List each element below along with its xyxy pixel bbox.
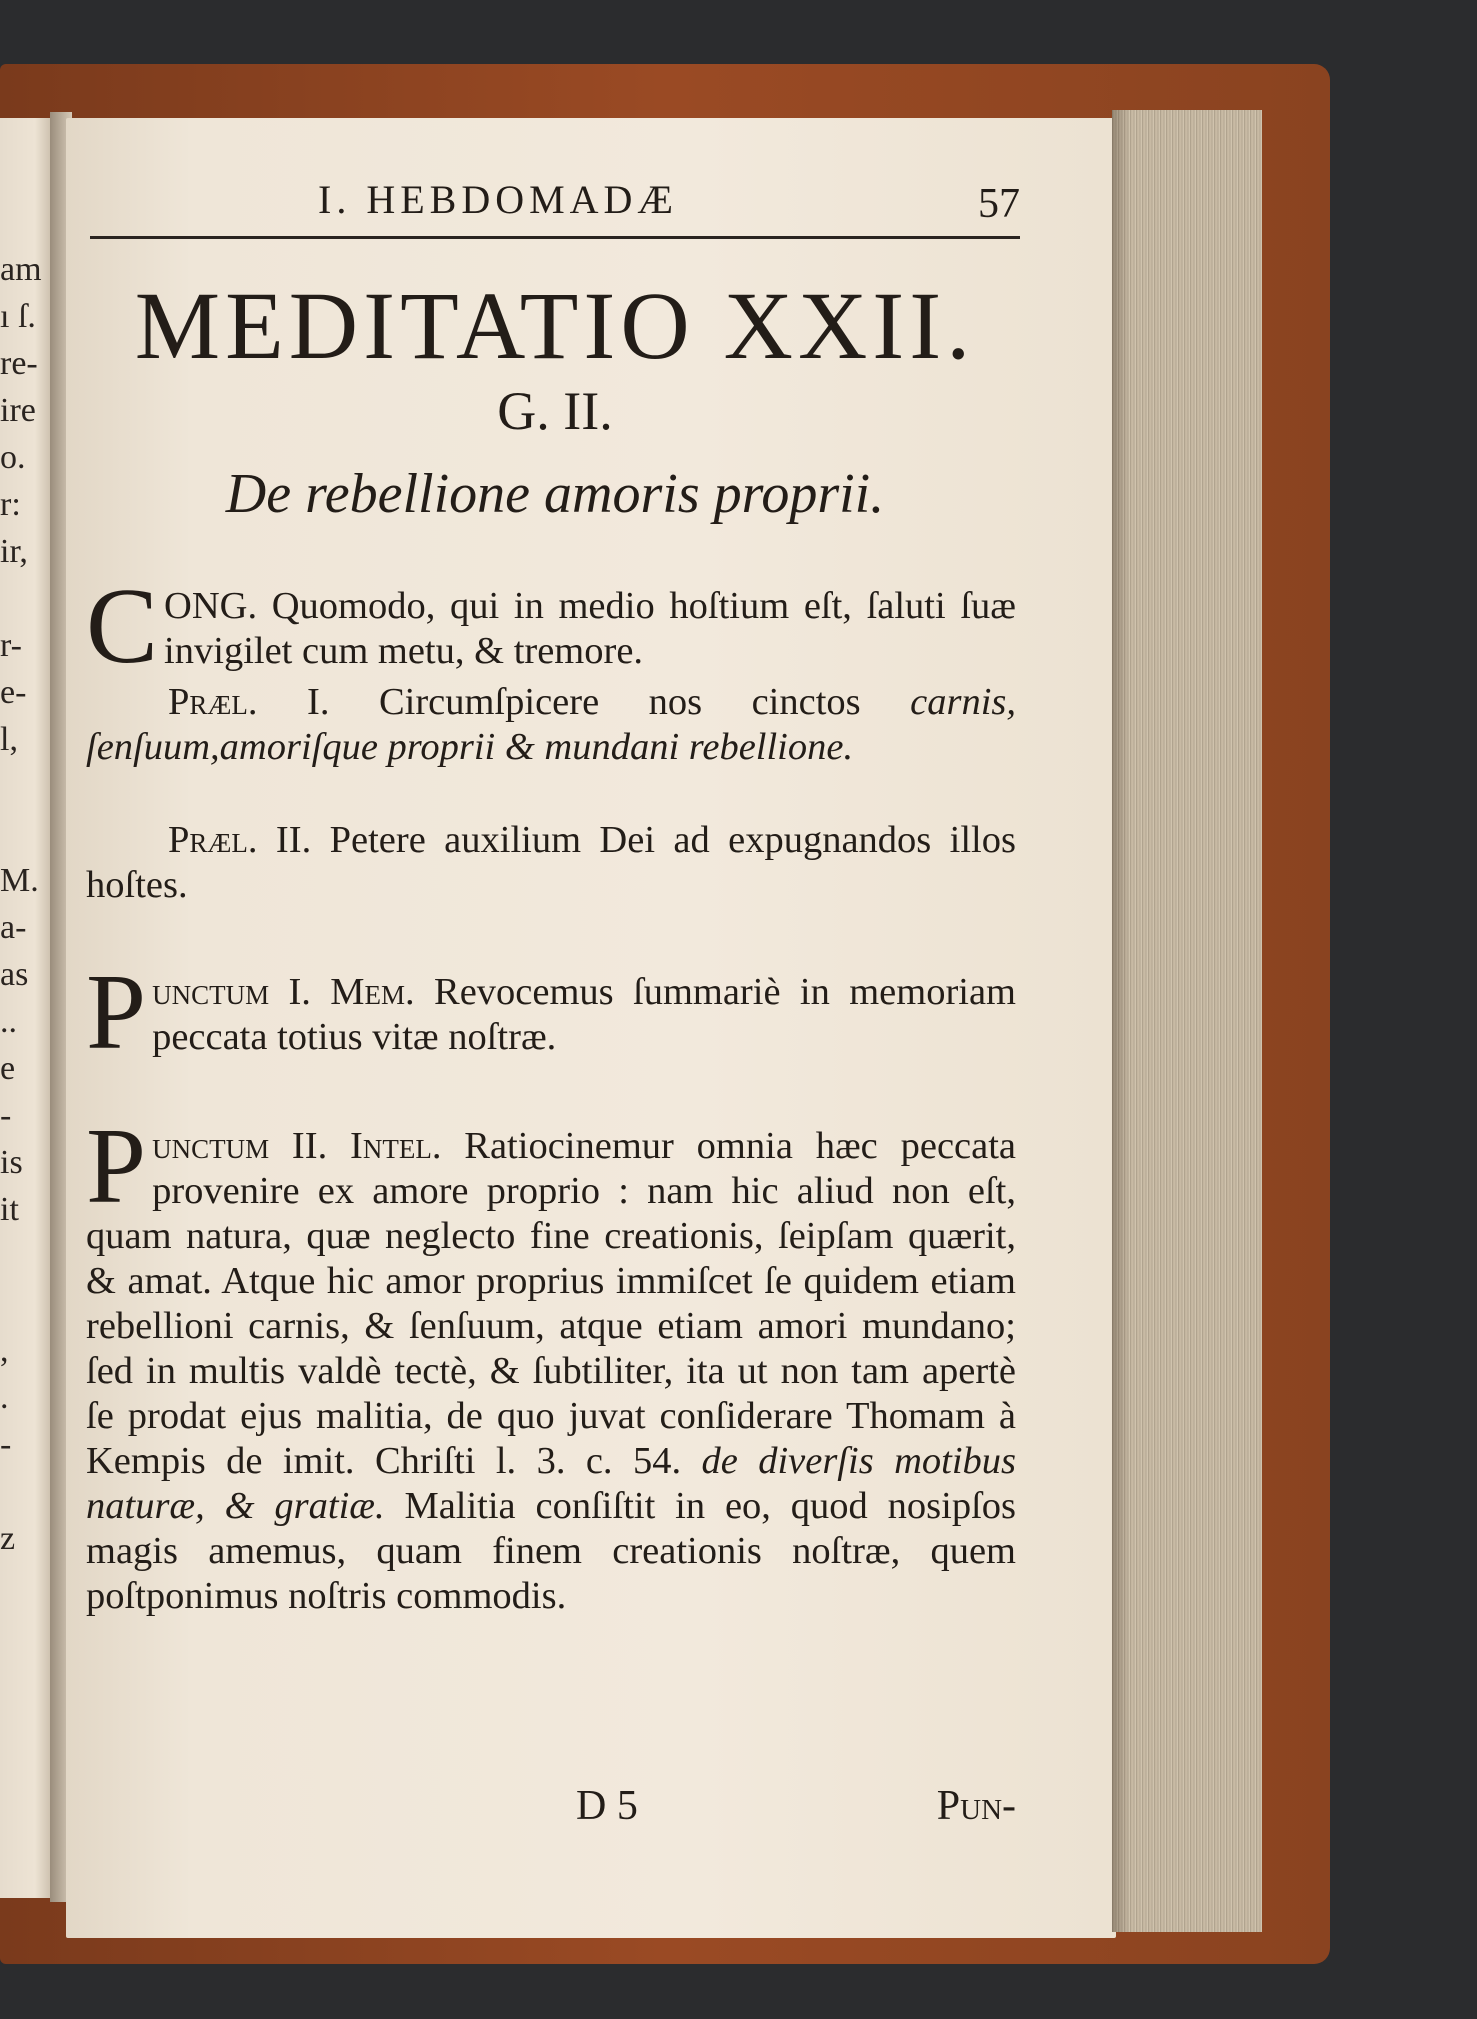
page-edges bbox=[1112, 110, 1262, 1932]
left-page-fragment: am bbox=[0, 251, 42, 288]
left-page-fragment bbox=[0, 763, 50, 810]
left-page-fragment: it bbox=[0, 1191, 19, 1228]
page-number: 57 bbox=[978, 181, 1020, 227]
left-page-fragment bbox=[0, 575, 50, 622]
left-page-fragment: ir, bbox=[0, 533, 28, 570]
catchword: Pun- bbox=[936, 1783, 1016, 1829]
left-page-fragment: as bbox=[0, 956, 29, 993]
punctum-1 bbox=[86, 953, 1017, 1072]
prael-1-text: Circumſpicere nos cinctos bbox=[378, 681, 911, 723]
left-page-fragment: M. bbox=[0, 862, 39, 899]
left-page-fragments bbox=[0, 246, 50, 1562]
left-page-fragment: r- bbox=[0, 627, 22, 664]
punctum-2-italic: de diverſis motibus naturæ, & gratiæ. bbox=[86, 1440, 1016, 1527]
meditation-subtitle: G. II. bbox=[497, 381, 613, 441]
meditation-title: MEDITATIO XXII. bbox=[134, 272, 976, 379]
running-header bbox=[90, 176, 1020, 239]
praelude-2 bbox=[86, 818, 1016, 908]
left-page-fragment: . bbox=[0, 1379, 9, 1416]
left-page-fragment bbox=[0, 1468, 50, 1515]
page-footer bbox=[86, 1782, 1016, 1832]
cong-paragraph bbox=[86, 567, 1016, 686]
left-page-fragment: l, bbox=[0, 721, 18, 758]
left-page-fragment bbox=[0, 810, 50, 857]
prael-2-text: Petere auxilium Dei ad expugnandos illos hoſtes. bbox=[86, 819, 1016, 906]
left-page-fragment: - bbox=[0, 1097, 12, 1134]
left-page-fragment: z bbox=[0, 1520, 16, 1557]
running-title: I. HEBDOMADÆ bbox=[318, 177, 678, 222]
left-page-fragment: ire bbox=[0, 392, 36, 429]
punctum-2-text: Ratiocinemur omnia hæc peccata provenire ex amore proprio : nam hic aliud non eſt, quam natura, quæ neglecto fine creationis, ſeipſam quærit, & amat. Atque hic amor proprius immiſcet ſe quidem etiam rebellioni carnis, & ſenſuum, atque etiam amori mundano; ſed in multis valdè tectè, & ſubtiliter, ita ut non tam apertè ſe prodat ejus malitia, de quo juvat conſiderare Thomam à Kempis de imit. Chriſti l. 3. c. 54. bbox=[86, 1125, 1016, 1482]
drop-cap: P bbox=[86, 953, 147, 1072]
left-page-fragment: r: bbox=[0, 486, 21, 523]
punctum-1-text: Revocemus ſummariè in memoriam peccata totius vitæ noſtræ. bbox=[152, 971, 1017, 1058]
left-page-fragment: a- bbox=[0, 909, 27, 946]
cong-text: Quomodo, qui in medio hoſtium eſt, ſaluti ſuæ invigilet cum metu, & tremore. bbox=[164, 585, 1016, 672]
left-page-fragment: e bbox=[0, 1050, 16, 1087]
prael-1-label: Præl. bbox=[168, 681, 258, 723]
signature-mark: D 5 bbox=[576, 1783, 638, 1829]
prael-1-italic: carnis, ſenſuum,amoriſque proprii & mundani rebellione. bbox=[86, 681, 1016, 768]
left-page-fragment: - bbox=[0, 1426, 12, 1463]
left-page-fragment: is bbox=[0, 1144, 23, 1181]
left-page-fragment: .. bbox=[0, 1003, 17, 1040]
praelude-1 bbox=[86, 680, 1016, 770]
left-page-fragment: o. bbox=[0, 439, 26, 476]
left-page-fragment: , bbox=[0, 1332, 9, 1369]
left-page-fragment bbox=[0, 1280, 50, 1327]
left-page-fragment: e- bbox=[0, 674, 27, 711]
left-page-fragment bbox=[0, 1233, 50, 1280]
prael-1-number: I. bbox=[257, 681, 379, 723]
left-page-fragment: re- bbox=[0, 345, 38, 382]
left-page bbox=[0, 118, 50, 1898]
cong-label: ONG. bbox=[164, 585, 258, 627]
drop-cap: P bbox=[86, 1107, 147, 1226]
punctum-1-label: unctum I. Mem. bbox=[152, 971, 415, 1013]
page-edges-shadow bbox=[1112, 110, 1130, 1932]
drop-cap: C bbox=[86, 567, 159, 686]
prael-2-number: II. bbox=[257, 819, 330, 861]
punctum-2-label: unctum II. Intel. bbox=[152, 1125, 442, 1167]
left-page-fragment: ı ſ. bbox=[0, 298, 36, 335]
meditation-topic: De rebellione amoris proprii. bbox=[225, 463, 885, 525]
prael-2-label: Præl. bbox=[168, 819, 258, 861]
punctum-2 bbox=[86, 1107, 1016, 1619]
punctum-2-text-end: Malitia conſiſtit in eo, quod nosipſos magis amemus, quam finem creationis noſtræ, quem poſtponimus noſtris commodis. bbox=[86, 1485, 1016, 1617]
